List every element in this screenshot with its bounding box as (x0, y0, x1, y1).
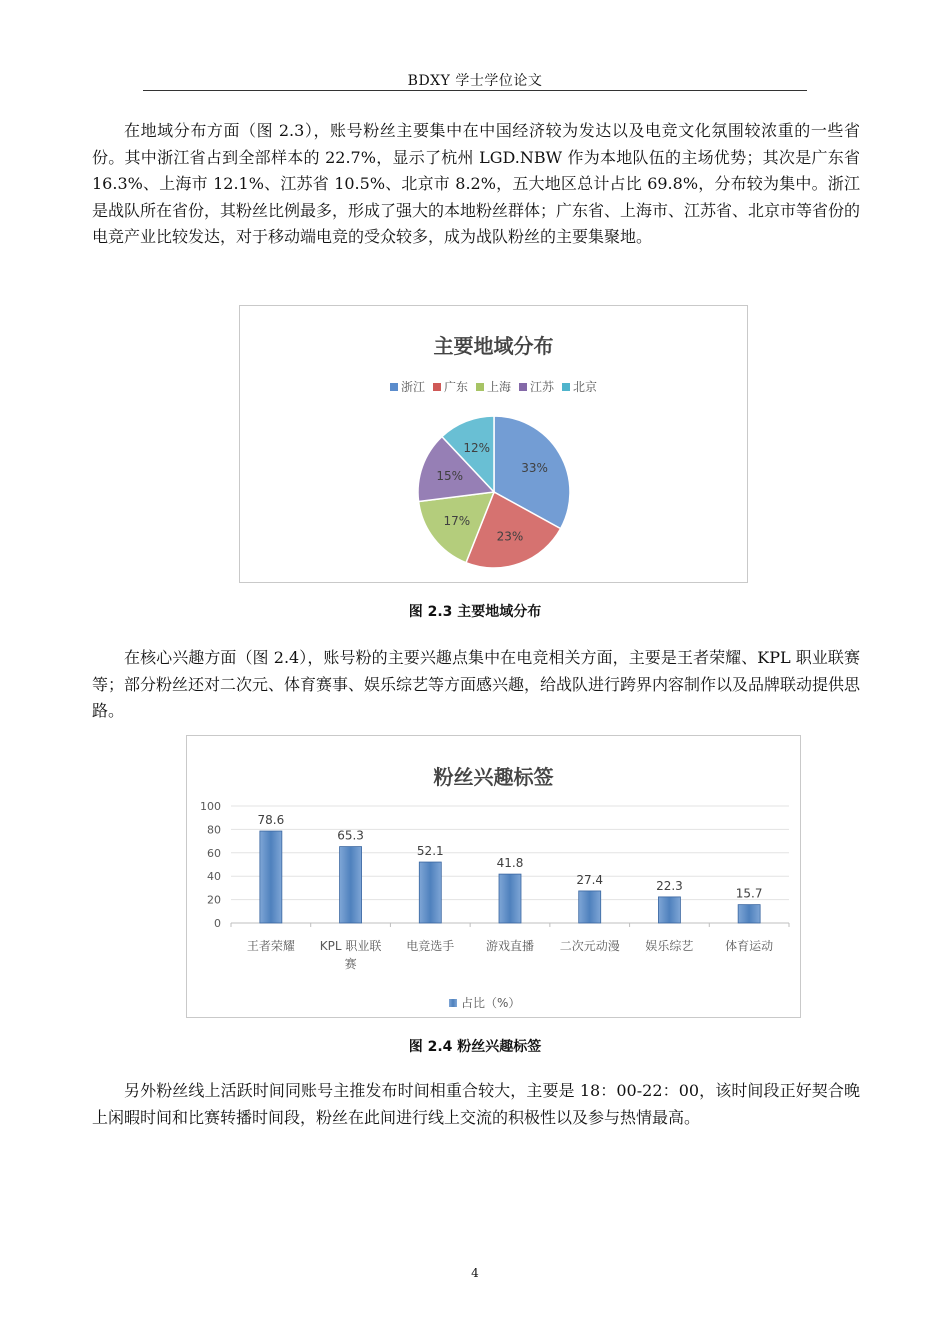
y-tick-label: 80 (207, 823, 221, 837)
pie-data-label: 23% (496, 529, 524, 544)
x-category-label: 娱乐综艺 (645, 939, 694, 953)
pie-chart-title: 主要地域分布 (433, 334, 554, 358)
bar-data-label: 65.3 (337, 828, 364, 843)
region-pie-chart (239, 305, 748, 583)
x-category-label: 电竞选手 (406, 939, 455, 953)
bar-data-label: 78.6 (257, 813, 285, 828)
bar-data-label: 15.7 (735, 886, 763, 901)
pie-plot (240, 306, 747, 582)
bar-data-label: 52.1 (416, 844, 444, 859)
bar-plot (187, 736, 800, 1017)
legend-label: 广东 (443, 380, 468, 394)
y-tick-label: 20 (207, 893, 221, 907)
y-tick-label: 100 (200, 800, 221, 813)
bar-0 (260, 831, 282, 923)
pie-data-label: 12% (463, 441, 491, 456)
running-header: BDXY 学士学位论文 (407, 73, 543, 89)
figure-2-3-caption: 图 2.3 主要地域分布 (408, 604, 542, 620)
bar-chart-title: 粉丝兴趣标签 (433, 765, 554, 789)
interest-bar-chart (186, 735, 801, 1018)
pie-data-label: 33% (521, 461, 548, 475)
bar-data-label: 27.4 (576, 872, 604, 887)
legend-swatch (449, 999, 457, 1007)
header-rule (143, 90, 807, 91)
legend-label: 上海 (486, 380, 511, 394)
bar-data-label: 22.3 (656, 878, 683, 893)
bar-1 (340, 847, 362, 923)
paragraph-region-distribution: 在地域分布方面（图 2.3），账号粉丝主要集中在中国经济较为发达以及电竞文化氛围较浓重的一些省份。其中浙江省占到全部样本的 22.7%，显示了杭州 LGD.NBW 作为本地队伍的主场优势；其次是广东省 16.3%、上海市 12.1%、江苏省 10.5%、北京市 8.2%，五大地区总计占比 69.8%，分布较为集中。浙江是战队所在省份，其粉丝比例最多，形成了强大的本地粉丝群体；广东省、上海市、江苏省、北京市等省份的电竞产业比较发达，对于移动端电竞的受众较多，成为战队粉丝的主要集聚地。 (92, 121, 861, 246)
y-tick-label: 40 (207, 870, 221, 884)
paragraph-core-interests: 在核心兴趣方面（图 2.4），账号粉的主要兴趣点集中在电竞相关方面，主要是王者荣耀、KPL 职业联赛等；部分粉丝还对二次元、体育赛事、娱乐综艺等方面感兴趣，给战队进行跨界内容制作以及品牌联动提供思路。 (92, 648, 861, 720)
x-category-label: 体育运动 (725, 939, 774, 953)
x-category-label: 王者荣耀 (246, 939, 295, 953)
bar-5 (658, 897, 680, 923)
legend-label: 江苏 (530, 380, 555, 394)
bar-legend-label: 占比（%） (461, 996, 521, 1010)
bar-data-label: 41.8 (496, 856, 524, 871)
x-category-label: 游戏直播 (485, 939, 535, 953)
legend-label: 浙江 (400, 380, 425, 394)
y-tick-label: 0 (214, 917, 221, 930)
paragraph-active-time: 另外粉丝线上活跃时间同账号主推发布时间相重合较大，主要是 18：00-22：00，该时间段正好契合晚上闲暇时间和比赛转播时间段，粉丝在此间进行线上交流的积极性以及参与热情最高。 (92, 1081, 860, 1127)
bar-3 (499, 874, 521, 923)
pie-data-label: 17% (443, 513, 471, 528)
page-number: 4 (471, 1266, 479, 1280)
bar-4 (579, 891, 601, 923)
bar-6 (738, 905, 760, 923)
x-category-label: 二次元动漫 (559, 939, 620, 953)
y-tick-label: 60 (207, 846, 221, 860)
legend-label: 北京 (573, 380, 598, 394)
bar-2 (419, 862, 441, 923)
x-category-label: KPL 职业联 (319, 939, 382, 953)
pie-data-label: 15% (436, 469, 464, 483)
x-category-label: 赛 (344, 957, 357, 971)
figure-2-4-caption: 图 2.4 粉丝兴趣标签 (408, 1039, 542, 1055)
